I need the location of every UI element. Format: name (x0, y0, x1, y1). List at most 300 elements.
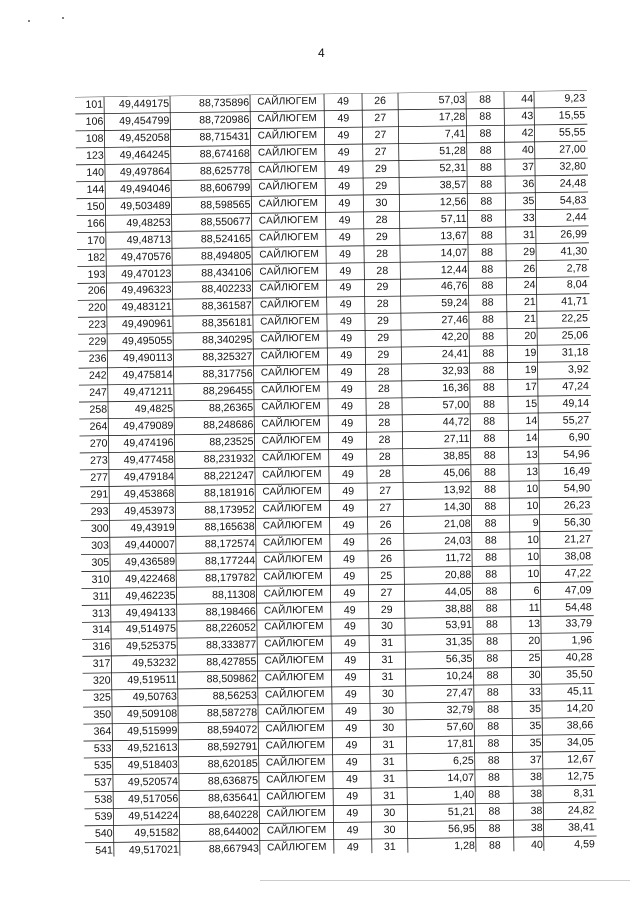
cell-id: 144 (86, 183, 105, 196)
cell-c4: 38 (530, 770, 543, 784)
cell-c1: 49 (339, 281, 352, 294)
cell-lon: 88,674168 (199, 147, 250, 161)
cell-lat: 49,490961 (121, 318, 173, 331)
cell-name: САЙЛЮГЕМ (261, 451, 322, 464)
cell-c1: 49 (339, 315, 352, 328)
cell-c1: 49 (342, 519, 355, 532)
cell-id: 537 (94, 776, 113, 789)
cell-name: САЙЛЮГЕМ (262, 519, 323, 532)
cell-c3: 88 (483, 466, 496, 479)
cell-c2: 30 (382, 705, 395, 718)
cell-val1: 57,60 (446, 720, 474, 734)
cell-c1: 49 (341, 468, 354, 481)
cell-val2: 55,27 (562, 414, 590, 427)
cell-c4: 20 (524, 330, 537, 343)
cell-id: 538 (94, 793, 113, 806)
cell-c2: 29 (376, 281, 389, 294)
cell-val1: 32,93 (442, 365, 469, 378)
cell-c2: 31 (382, 772, 395, 786)
cell-name: САЙЛЮГЕМ (258, 214, 319, 227)
cell-id: 106 (85, 115, 104, 128)
cell-val1: 51,21 (447, 805, 475, 819)
cell-lon: 88,226052 (205, 622, 257, 635)
cell-c3: 88 (480, 229, 493, 242)
cell-c4: 43 (521, 109, 534, 123)
cell-c3: 88 (479, 110, 492, 123)
scan-edge-line (260, 880, 630, 881)
cell-name: САЙЛЮГЕМ (266, 790, 327, 803)
cell-c3: 88 (483, 415, 496, 428)
cell-c3: 88 (485, 602, 498, 615)
cell-lon: 88,165638 (204, 520, 255, 534)
cell-val1: 44,05 (444, 585, 472, 598)
cell-lon: 88,667943 (208, 842, 259, 856)
cell-name: САЙЛЮГЕМ (261, 434, 322, 447)
cell-val2: 2,78 (566, 261, 588, 275)
cell-val2: 4,59 (574, 838, 595, 851)
cell-lat: 49,449175 (118, 97, 170, 111)
cell-id: 293 (90, 505, 109, 518)
cell-val1: 45,06 (443, 466, 471, 480)
cell-lon: 88,635641 (208, 791, 259, 805)
cell-val2: 47,09 (564, 583, 592, 597)
cell-lat: 49,464245 (119, 148, 170, 162)
cell-c3: 88 (480, 195, 493, 208)
cell-name: САЙЛЮГЕМ (259, 282, 320, 295)
cell-lon: 88,587278 (206, 706, 258, 720)
cell-id: 313 (91, 607, 110, 620)
cell-c4: 14 (525, 431, 538, 445)
cell-c4: 21 (524, 313, 537, 326)
cell-val1: 27,47 (446, 687, 473, 700)
cell-lat: 49,470123 (121, 267, 172, 280)
cell-c1: 49 (344, 671, 357, 684)
cell-id: 101 (85, 98, 104, 111)
cell-val1: 38,88 (445, 602, 472, 615)
cell-val1: 24,03 (444, 534, 471, 547)
cell-c4: 13 (525, 448, 538, 462)
cell-name: САЙЛЮГЕМ (257, 129, 318, 142)
cell-c1: 49 (340, 366, 353, 379)
cell-lat: 49,515999 (127, 724, 178, 738)
cell-val1: 17,81 (446, 737, 474, 751)
cell-lon: 88,598565 (200, 198, 251, 212)
cell-id: 220 (88, 302, 106, 315)
cell-c4: 35 (529, 703, 542, 716)
cell-c1: 49 (337, 129, 350, 142)
cell-c3: 88 (479, 144, 492, 157)
cell-val2: 22,25 (561, 312, 589, 325)
cell-c3: 88 (482, 381, 495, 394)
cell-lat: 49,503489 (120, 199, 171, 213)
cell-c4: 15 (525, 398, 538, 411)
cell-c2: 30 (381, 688, 394, 701)
cell-val1: 13,92 (443, 483, 471, 497)
cell-id: 277 (90, 471, 109, 484)
cell-id: 533 (93, 742, 112, 755)
cell-c2: 27 (374, 145, 387, 158)
cell-lat: 49,496323 (121, 284, 172, 297)
cell-lat: 49,453973 (124, 504, 175, 518)
cell-c3: 88 (487, 771, 500, 784)
cell-c3: 88 (486, 635, 499, 649)
cell-c1: 49 (340, 349, 353, 362)
cell-c4: 26 (523, 262, 536, 275)
cell-c1: 49 (343, 620, 356, 633)
cell-val1: 53,91 (445, 619, 473, 632)
cell-lat: 49,525375 (126, 640, 177, 653)
cell-c1: 49 (340, 332, 353, 345)
cell-c2: 27 (380, 586, 393, 599)
cell-c3: 88 (479, 127, 492, 140)
cell-c1: 49 (345, 773, 358, 786)
cell-val1: 57,03 (438, 93, 466, 107)
cell-val1: 44,72 (442, 415, 470, 429)
cell-c2: 31 (382, 738, 395, 752)
cell-name: САЙЛЮГЕМ (257, 95, 317, 108)
cell-id: 273 (89, 454, 108, 467)
cell-c1: 49 (345, 705, 358, 718)
cell-c4: 38 (530, 821, 543, 834)
cell-c4: 19 (524, 364, 537, 377)
cell-c2: 31 (381, 671, 394, 684)
cell-val1: 56,35 (445, 653, 473, 666)
cell-c1: 49 (341, 417, 354, 430)
cell-val1: 24,41 (441, 348, 469, 361)
cell-c4: 20 (528, 635, 541, 648)
cell-val2: 3,92 (567, 363, 589, 376)
cell-lon: 88,636875 (207, 774, 259, 788)
cell-val2: 49,14 (562, 397, 590, 410)
cell-c3: 88 (483, 432, 496, 445)
cell-lon: 88,356181 (201, 317, 253, 330)
cell-c4: 38 (530, 804, 543, 817)
cell-c1: 49 (337, 112, 350, 125)
cell-val2: 8,31 (573, 787, 595, 800)
cell-c2: 29 (377, 349, 390, 362)
cell-name: САЙЛЮГЕМ (263, 570, 324, 583)
cell-name: САЙЛЮГЕМ (260, 316, 320, 328)
cell-id: 170 (87, 234, 105, 247)
cell-val1: 32,79 (446, 704, 474, 717)
cell-c4: 38 (530, 787, 543, 801)
cell-c4: 42 (521, 126, 534, 140)
cell-c3: 88 (484, 517, 497, 530)
cell-c4: 31 (522, 228, 535, 241)
cell-lon: 88,231932 (203, 452, 254, 466)
cell-val2: 26,23 (563, 499, 591, 512)
cell-name: САЙЛЮГЕМ (257, 112, 318, 125)
cell-val1: 52,31 (439, 161, 467, 175)
cell-c2: 29 (380, 603, 393, 616)
cell-val1: 21,08 (444, 517, 471, 530)
cell-name: САЙЛЮГЕМ (259, 265, 320, 278)
cell-c4: 13 (528, 618, 541, 631)
cell-id: 270 (89, 437, 108, 450)
table-body (75, 90, 595, 857)
cell-c1: 49 (346, 790, 359, 803)
cell-val2: 14,20 (566, 702, 594, 715)
cell-lat: 49,494133 (125, 606, 176, 619)
cell-name: САЙЛЮГЕМ (266, 841, 327, 854)
cell-lon: 88,172574 (204, 537, 255, 551)
cell-name: САЙЛЮГЕМ (265, 722, 326, 735)
cell-c4: 10 (526, 482, 539, 495)
cell-c4: 35 (529, 737, 542, 750)
cell-id: 123 (86, 149, 104, 162)
cell-name: САЙЛЮГЕМ (260, 350, 321, 362)
cell-id: 303 (91, 539, 109, 552)
cell-val1: 14,30 (443, 500, 471, 514)
cell-val2: 45,11 (567, 685, 593, 698)
cell-c1: 49 (344, 637, 357, 650)
cell-name: САЙЛЮГЕМ (263, 604, 324, 617)
cell-val2: 41,71 (561, 295, 588, 309)
cell-lat: 49,520574 (127, 775, 179, 789)
cell-name: САЙЛЮГЕМ (265, 705, 325, 718)
cell-c2: 26 (379, 535, 392, 548)
cell-c2: 26 (380, 552, 393, 565)
cell-val2: 24,48 (559, 177, 587, 190)
cell-lon: 88,550677 (200, 215, 251, 229)
cell-c3: 88 (486, 669, 499, 682)
cell-lon: 88,23525 (209, 435, 254, 449)
cell-c1: 49 (344, 688, 357, 701)
cell-val1: 1,28 (454, 839, 475, 852)
cell-c3: 88 (484, 500, 497, 513)
cell-c2: 28 (378, 467, 391, 480)
cell-c2: 28 (378, 416, 391, 430)
cell-val2: 8,04 (566, 278, 588, 292)
cell-c1: 49 (341, 434, 354, 447)
cell-lon: 88,181916 (204, 486, 255, 500)
cell-id: 206 (87, 285, 106, 298)
cell-val2: 38,66 (566, 719, 594, 732)
cell-val2: 21,27 (564, 532, 591, 546)
cell-val1: 42,20 (441, 331, 469, 344)
cell-c3: 88 (485, 568, 498, 581)
cell-lat: 49,497864 (119, 165, 171, 179)
cell-c4: 25 (528, 652, 541, 665)
cell-val1: 46,76 (440, 280, 468, 293)
cell-lat: 49,454799 (119, 114, 170, 128)
cell-id: 350 (93, 708, 112, 721)
cell-c3: 88 (488, 788, 501, 801)
cell-c1: 49 (346, 824, 359, 837)
cell-lat: 49,53232 (132, 657, 177, 670)
cell-c4: 37 (529, 753, 542, 767)
cell-val1: 14,07 (440, 246, 468, 259)
cell-lat: 49,521613 (127, 741, 178, 755)
cell-val2: 55,55 (558, 126, 586, 139)
cell-lat: 49,490113 (123, 351, 173, 365)
cell-c1: 49 (345, 756, 358, 769)
cell-name: САЙЛЮГЕМ (258, 163, 318, 176)
cell-val1: 38,85 (443, 449, 470, 463)
cell-lon: 88,606799 (200, 181, 251, 195)
cell-val2: 35,50 (566, 668, 593, 681)
cell-lon: 88,333877 (206, 639, 257, 652)
cell-c2: 30 (375, 196, 388, 209)
cell-c2: 28 (376, 298, 389, 311)
cell-c4: 33 (522, 211, 535, 224)
cell-c2: 28 (378, 433, 391, 447)
cell-val2: 26,99 (560, 227, 587, 241)
cell-id: 166 (86, 217, 105, 230)
cell-c3: 88 (482, 330, 495, 343)
cell-lat: 49,440007 (124, 538, 175, 552)
cell-c4: 10 (527, 567, 540, 580)
cell-c2: 28 (377, 366, 390, 379)
cell-name: САЙЛЮГЕМ (257, 146, 318, 159)
cell-lat: 49,519511 (127, 674, 177, 687)
cell-id: 540 (94, 827, 113, 840)
cell-val1: 59,24 (441, 297, 468, 310)
cell-lat: 49,514975 (125, 623, 177, 636)
cell-c2: 30 (382, 722, 395, 735)
cell-lat: 49,452058 (119, 131, 170, 145)
cell-id: 317 (92, 657, 111, 671)
cell-name: САЙЛЮГЕМ (265, 739, 326, 752)
cell-name: САЙЛЮГЕМ (260, 366, 321, 379)
cell-lon: 88,625778 (199, 164, 251, 178)
cell-c2: 28 (378, 399, 391, 413)
cell-lon: 88,509862 (206, 672, 257, 686)
cell-id: 247 (89, 386, 107, 399)
cell-name: САЙЛЮГЕМ (262, 502, 323, 515)
cell-lat: 49,50763 (132, 690, 177, 704)
cell-c2: 26 (374, 94, 387, 108)
cell-c4: 9 (532, 516, 539, 529)
cell-c4: 36 (522, 177, 535, 190)
cell-lat: 49,470576 (120, 250, 172, 263)
cell-c1: 49 (338, 197, 351, 210)
cell-c2: 29 (375, 179, 388, 192)
cell-c3: 88 (485, 585, 498, 598)
cell-id: 541 (95, 844, 113, 857)
cell-val1: 20,88 (444, 568, 472, 581)
cell-c1: 49 (341, 400, 354, 413)
cell-lat: 49,474196 (123, 436, 174, 450)
cell-name: САЙЛЮГЕМ (258, 197, 319, 210)
cell-c3: 88 (487, 737, 500, 750)
scan-speck (28, 20, 30, 22)
cell-lon: 88,325327 (202, 350, 253, 364)
cell-id: 364 (93, 725, 112, 738)
cell-c2: 31 (383, 789, 396, 802)
cell-name: САЙЛЮГЕМ (264, 689, 325, 701)
cell-c4: 10 (526, 499, 539, 512)
cell-c1: 49 (343, 553, 356, 566)
cell-name: САЙЛЮГЕМ (262, 536, 323, 549)
cell-lon: 88,56253 (212, 689, 257, 703)
cell-name: САЙЛЮГЕМ (262, 485, 323, 498)
cell-val1: 56,95 (448, 822, 475, 836)
cell-lon: 88,11308 (212, 588, 256, 601)
cell-val2: 54,48 (565, 600, 592, 614)
cell-c1: 49 (338, 180, 351, 193)
cell-val2: 24,82 (567, 804, 595, 817)
cell-val2: 15,55 (558, 109, 586, 122)
cell-name: САЙЛЮГЕМ (262, 468, 322, 481)
cell-lon: 88,177244 (204, 554, 256, 567)
cell-lon: 88,735896 (198, 96, 250, 110)
cell-c2: 30 (383, 823, 396, 836)
cell-c3: 88 (487, 720, 500, 733)
cell-lon: 88,361587 (201, 300, 252, 313)
cell-id: 193 (87, 268, 106, 281)
cell-c2: 28 (376, 247, 389, 260)
cell-val2: 40,28 (565, 651, 593, 664)
cell-val2: 12,67 (567, 753, 594, 766)
cell-name: САЙЛЮГЕМ (259, 299, 320, 311)
cell-val1: 27,46 (441, 314, 469, 327)
cell-lon: 88,296455 (202, 384, 253, 398)
cell-lat: 49,4825 (134, 402, 174, 416)
cell-c3: 88 (486, 652, 499, 666)
cell-id: 535 (93, 759, 112, 772)
cell-val2: 47,22 (564, 566, 592, 580)
cell-name: САЙЛЮГЕМ (259, 248, 319, 261)
cell-c3: 88 (482, 347, 495, 360)
cell-c1: 49 (342, 485, 355, 498)
cell-c1: 49 (337, 146, 350, 159)
cell-val1: 12,44 (440, 263, 468, 276)
cell-val1: 16,36 (442, 382, 469, 395)
cell-c3: 88 (481, 296, 494, 310)
cell-lat: 49,48253 (126, 216, 171, 229)
cell-lon: 88,198466 (205, 605, 256, 618)
cell-c1: 49 (340, 383, 353, 396)
cell-c4: 11 (528, 601, 540, 614)
cell-id: 314 (92, 624, 111, 637)
cell-c2: 25 (380, 569, 393, 582)
cell-c4: 29 (523, 245, 536, 258)
cell-c1: 49 (338, 230, 351, 244)
cell-c2: 28 (375, 213, 388, 226)
cell-lat: 49,462235 (125, 589, 176, 602)
cell-lat: 49,483121 (121, 301, 172, 314)
cell-c4: 37 (522, 160, 535, 173)
cell-c3: 88 (481, 313, 494, 327)
page-number: 4 (318, 46, 325, 60)
cell-c4: 40 (521, 143, 534, 156)
cell-c2: 29 (376, 315, 389, 328)
cell-c1: 49 (343, 569, 356, 583)
cell-c3: 88 (480, 178, 493, 191)
cell-c1: 49 (338, 214, 351, 227)
cell-val1: 57,00 (442, 398, 470, 412)
cell-c4: 30 (528, 669, 541, 682)
cell-c1: 49 (346, 841, 359, 854)
cell-c1: 49 (337, 95, 350, 108)
cell-c3: 88 (481, 263, 494, 276)
cell-c1: 49 (345, 739, 358, 752)
cell-name: САЙЛЮГЕМ (266, 824, 327, 837)
cell-c3: 88 (479, 161, 492, 174)
cell-val1: 10,24 (446, 670, 473, 683)
cell-lat: 49,509108 (126, 707, 178, 721)
cell-id: 305 (91, 556, 110, 569)
cell-val1: 51,28 (439, 144, 466, 158)
cell-name: САЙЛЮГЕМ (264, 621, 324, 634)
cell-lon: 88,248686 (203, 418, 254, 432)
cell-id: 311 (92, 590, 110, 603)
cell-lat: 49,514224 (128, 809, 179, 823)
cell-lat: 49,517021 (128, 843, 179, 857)
cell-id: 182 (87, 251, 106, 264)
cell-c1: 49 (339, 247, 352, 261)
